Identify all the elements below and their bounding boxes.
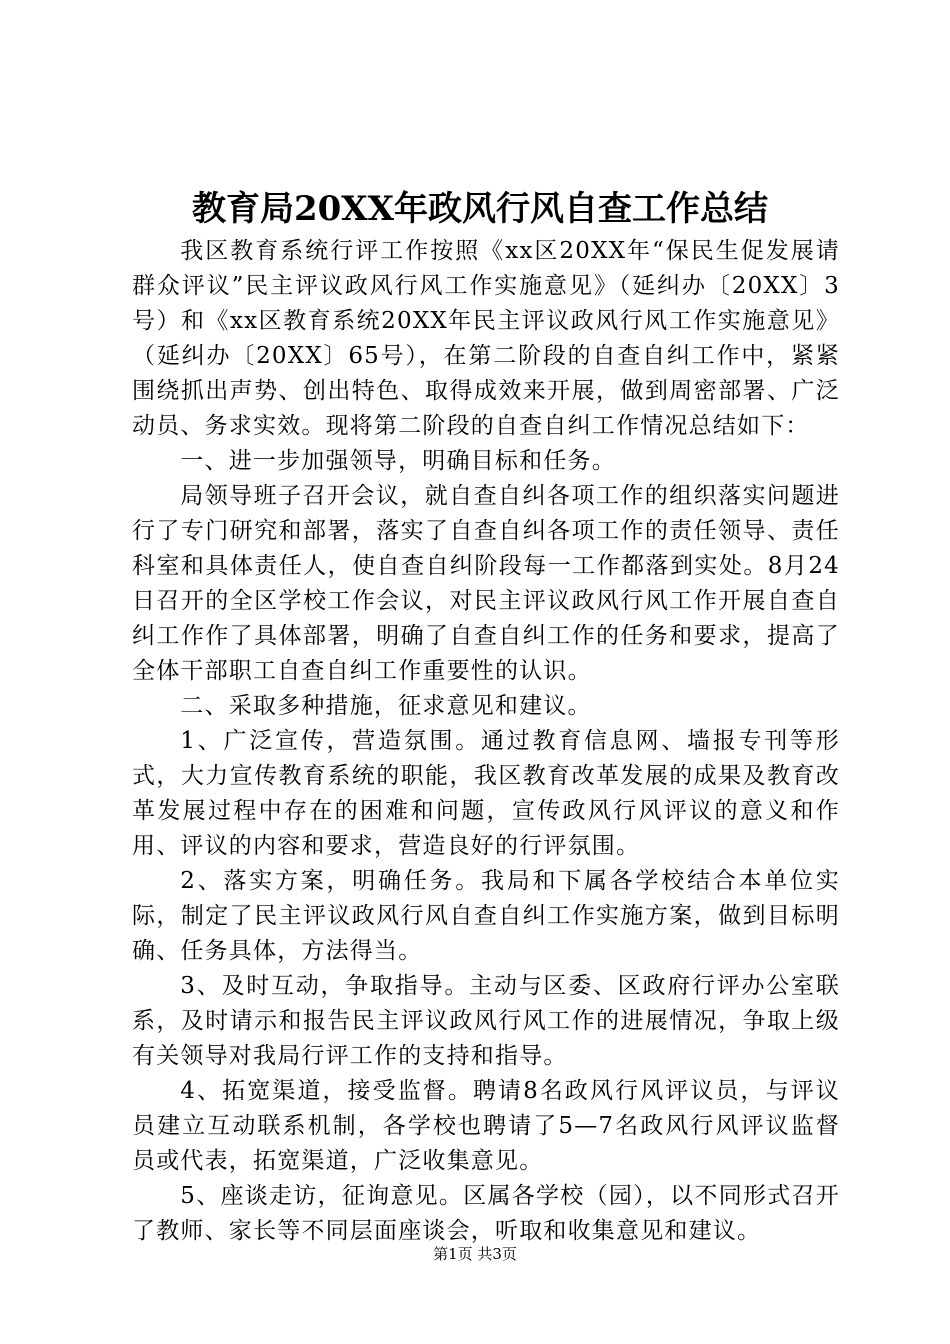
- measure-5-paragraph: 5、座谈走访，征询意见。区属各学校（园），以不同形式召开了教师、家长等不同层面座谈会，听取和收集意见和建议。: [132, 1183, 840, 1244]
- intro-paragraph: 我区教育系统行评工作按照《xx区20XX年“保民生促发展请群众评议”民主评议政风行风工作实施意见》（延纠办〔20XX〕3号）和《xx区教育系统20XX年民主评议政风行风工作实施意见》（延纠办〔20XX〕65号），在第二阶段的自查自纠工作中，紧紧围绕抓出声势、创出特色、取得成效来开展，做到周密部署、广泛动员、务求实效。现将第二阶段的自查自纠工作情况总结如下：: [132, 238, 840, 439]
- measure-2-paragraph: 2、落实方案，明确任务。我局和下属各学校结合本单位实际，制定了民主评议政风行风自查自纠工作实施方案，做到目标明确、任务具体，方法得当。: [132, 868, 840, 964]
- section-heading-1: 一、进一步加强领导，明确目标和任务。: [180, 448, 616, 474]
- measure-4-paragraph: 4、拓宽渠道，接受监督。聘请8名政风行风评议员，与评议员建立互动联系机制，各学校也聘请了5—7名政风行风评议监督员或代表，拓宽渠道，广泛收集意见。: [132, 1078, 840, 1174]
- measure-1-paragraph: 1、广泛宣传，营造氛围。通过教育信息网、墙报专刊等形式，大力宣传教育系统的职能，我区教育改革发展的成果及教育改革发展过程中存在的困难和问题，宣传政风行风评议的意义和作用、评议的内容和要求，营造良好的行评氛围。: [132, 728, 840, 859]
- page-footer: [0, 1244, 950, 1264]
- page-number-indicator: 第1页 共3页: [433, 1245, 517, 1263]
- measure-3-paragraph: 3、及时互动，争取指导。主动与区委、区政府行评办公室联系，及时请示和报告民主评议政风行风工作的进展情况，争取上级有关领导对我局行评工作的支持和指导。: [132, 973, 840, 1069]
- section-heading-2: 二、采取多种措施，征求意见和建议。: [180, 693, 592, 719]
- section-1-paragraph: 局领导班子召开会议，就自查自纠各项工作的组织落实问题进行了专门研究和部署，落实了自查自纠各项工作的责任领导、责任科室和具体责任人，使自查自纠阶段每一工作都落到实处。8月24日召开的全区学校工作会议，对民主评议政风行风工作开展自查自纠工作作了具体部署，明确了自查自纠工作的任务和要求，提高了全体干部职工自查自纠工作重要性的认识。: [132, 483, 840, 684]
- document-body: [132, 234, 840, 1249]
- document-title: 教育局20XX年政风行风自查工作总结: [191, 189, 769, 229]
